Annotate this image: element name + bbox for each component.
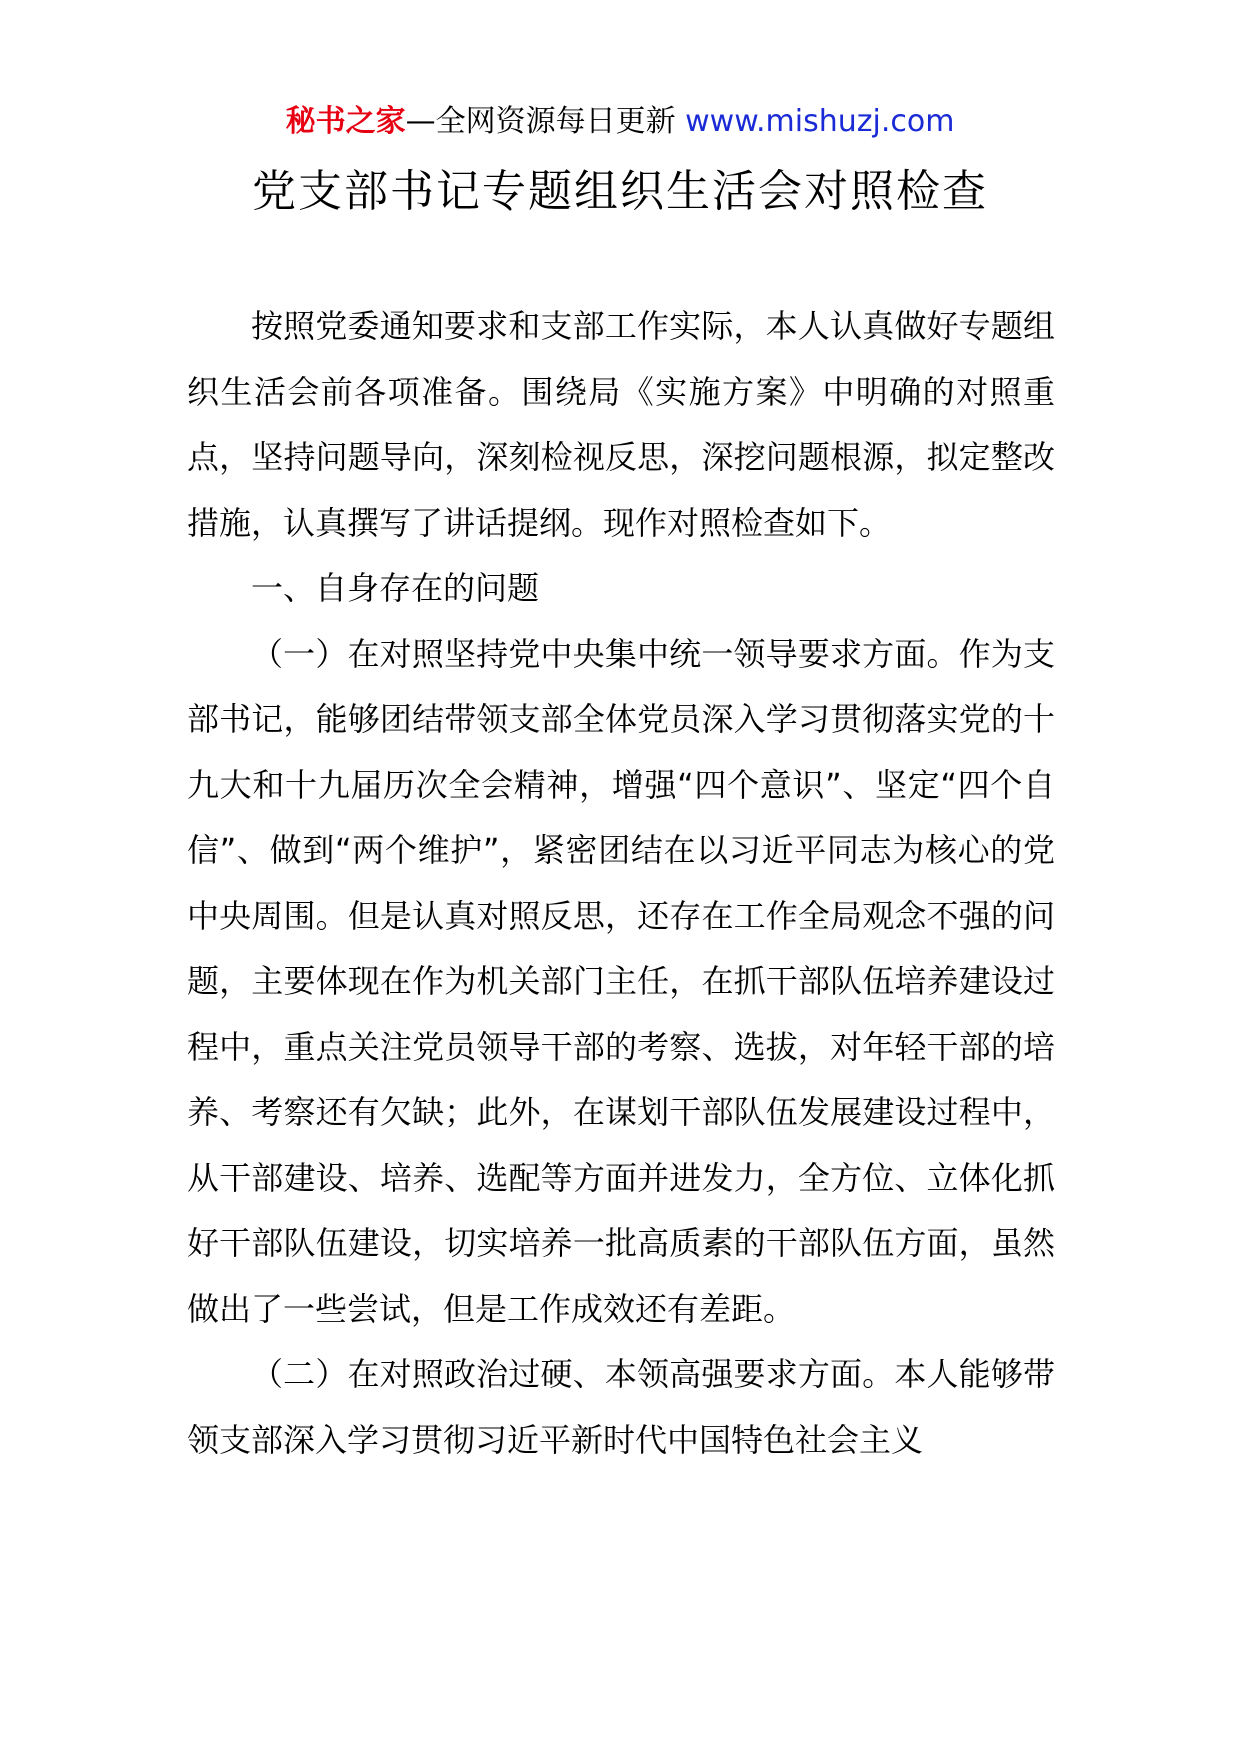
document-title: 党支部书记专题组织生活会对照检查 (252, 166, 988, 217)
body-paragraph: （一）在对照坚持党中央集中统一领导要求方面。作为支部书记，能够团结带领支部全体党员深入学习贯彻落实党的十九大和十九届历次全会精神，增强“四个意识”、坚定“四个自信”、做到“两个维护”，紧密团结在以习近平同志为核心的党中央周围。但是认真对照反思，还存在工作全局观念不强的问题，主要体现在作为机关部门主任，在抓干部队伍培养建设过程中，重点关注党员领导干部的考察、选拔，对年轻干部的培养、考察还有欠缺；此外，在谋划干部队伍发展建设过程中，从干部建设、培养、选配等方面并进发力，全方位、立体化抓好干部队伍建设，切实培养一批高质素的干部队伍方面，虽然做出了一些尝试，但是工作成效还有差距。 (187, 634, 1055, 1328)
site-header (0, 100, 1240, 144)
header-tagline: —全网资源每日更新 (405, 104, 686, 139)
body-paragraph: （二）在对照政治过硬、本领高强要求方面。本人能够带领支部深入学习贯彻习近平新时代中国特色社会主义 (187, 1355, 1055, 1459)
site-url-link[interactable]: www.mishuzj.com (685, 104, 955, 139)
brand-name: 秘书之家 (285, 104, 406, 139)
document-body (187, 294, 1055, 1473)
intro-paragraph: 按照党委通知要求和支部工作实际，本人认真做好专题组织生活会前各项准备。围绕局《实施方案》中明确的对照重点，坚持问题导向，深刻检视反思，深挖问题根源，拟定整改措施，认真撰写了讲话提纲。现作对照检查如下。 (187, 307, 1055, 542)
section-heading: 一、自身存在的问题 (251, 569, 540, 607)
